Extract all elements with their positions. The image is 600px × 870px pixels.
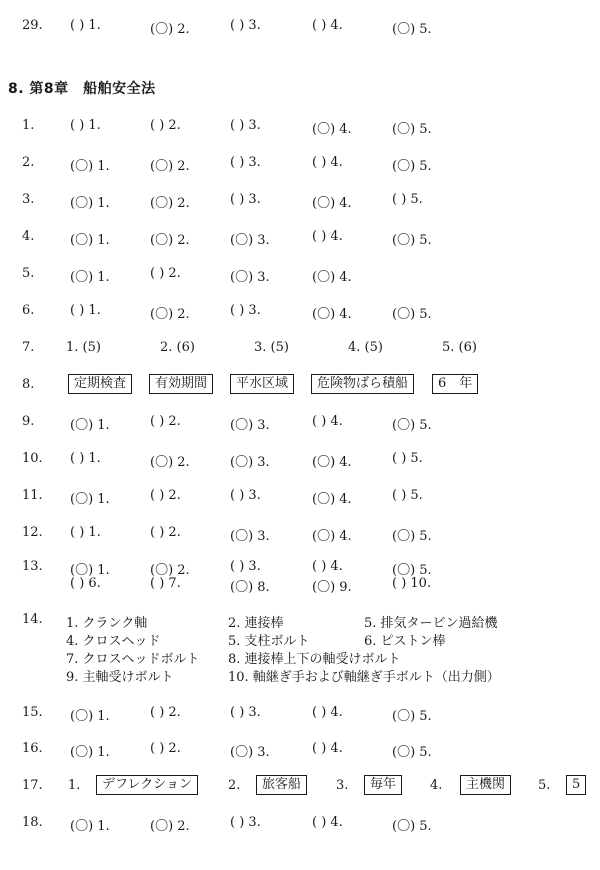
question-number: 10. xyxy=(22,451,43,466)
answer-choice: (〇) 1. xyxy=(70,709,110,724)
answer-choice: ( ) 3. xyxy=(230,18,261,33)
answer-choice: ( ) 3. xyxy=(230,303,261,318)
blank-label: 2. xyxy=(228,778,241,793)
answer-choice: (〇) 3. xyxy=(230,418,270,433)
answer-choice: ( ) 4. xyxy=(312,155,343,170)
part-name: 5. 排気タービン過給機 xyxy=(364,616,498,631)
answer-choice: (〇) 1. xyxy=(70,233,110,248)
blank-label: 4. xyxy=(430,778,443,793)
answer-choice: (〇) 4. xyxy=(312,492,352,507)
answer-choice: ( ) 2. xyxy=(150,741,181,756)
answer-choice: ( ) 4. xyxy=(312,18,343,33)
answer-choice: (〇) 4. xyxy=(312,270,352,285)
part-name: 8. 連接棒上下の軸受けボルト xyxy=(228,652,401,667)
answer-choice: (〇) 1. xyxy=(70,492,110,507)
answer-choice: (〇) 3. xyxy=(230,455,270,470)
answer-choice: ( ) 2. xyxy=(150,414,181,429)
answer-choice: 2. (6) xyxy=(160,340,195,355)
answer-choice: ( ) 2. xyxy=(150,266,181,281)
part-name: 7. クロスヘッドボルト xyxy=(66,652,200,667)
answer-choice: (〇) 9. xyxy=(312,580,352,595)
answer-choice: ( ) 3. xyxy=(230,118,261,133)
answer-choice: ( ) 1. xyxy=(70,18,101,33)
answer-choice: (〇) 4. xyxy=(312,455,352,470)
answer-choice: ( ) 2. xyxy=(150,488,181,503)
answer-choice: (〇) 5. xyxy=(392,307,432,322)
blank-label: 3. xyxy=(336,778,349,793)
boxed-answer: 5 xyxy=(566,775,586,795)
answer-choice: (〇) 1. xyxy=(70,418,110,433)
answer-choice: (〇) 5. xyxy=(392,122,432,137)
question-number: 29. xyxy=(22,18,43,33)
answer-choice: (〇) 5. xyxy=(392,819,432,834)
question-number: 13. xyxy=(22,559,43,574)
part-name: 2. 連接棒 xyxy=(228,616,284,631)
answer-choice: ( ) 2. xyxy=(150,118,181,133)
answer-choice: (〇) 4. xyxy=(312,122,352,137)
question-number: 12. xyxy=(22,525,43,540)
answer-choice: (〇) 5. xyxy=(392,709,432,724)
question-number: 18. xyxy=(22,815,43,830)
answer-choice: ( ) 2. xyxy=(150,705,181,720)
part-name: 10. 軸継ぎ手および軸継ぎ手ボルト（出力側） xyxy=(228,670,500,685)
answer-choice: (〇) 1. xyxy=(70,270,110,285)
answer-choice: (〇) 5. xyxy=(392,418,432,433)
answer-choice: (〇) 3. xyxy=(230,745,270,760)
part-name: 5. 支柱ボルト xyxy=(228,634,310,649)
boxed-answer: 主機関 xyxy=(460,775,511,795)
answer-choice: ( ) 4. xyxy=(312,559,343,574)
answer-choice: ( ) 7. xyxy=(150,576,181,591)
part-name: 9. 主軸受けボルト xyxy=(66,670,174,685)
answer-choice: (〇) 1. xyxy=(70,745,110,760)
answer-choice: ( ) 1. xyxy=(70,451,101,466)
question-number: 7. xyxy=(22,340,35,355)
answer-choice: ( ) 4. xyxy=(312,414,343,429)
answer-choice: ( ) 2. xyxy=(150,525,181,540)
answer-choice: ( ) 1. xyxy=(70,303,101,318)
question-number: 9. xyxy=(22,414,35,429)
answer-choice: (〇) 2. xyxy=(150,563,190,578)
answer-choice: ( ) 4. xyxy=(312,815,343,830)
answer-choice: ( ) 10. xyxy=(392,576,432,591)
answer-choice: (〇) 3. xyxy=(230,529,270,544)
answer-choice: ( ) 1. xyxy=(70,118,101,133)
answer-choice: (〇) 4. xyxy=(312,196,352,211)
answer-choice: (〇) 5. xyxy=(392,22,432,37)
answer-choice: ( ) 3. xyxy=(230,192,261,207)
question-number: 17. xyxy=(22,778,43,793)
section-heading: 8. 第8章 船舶安全法 xyxy=(8,81,156,97)
answer-choice: ( ) 1. xyxy=(70,525,101,540)
answer-choice: (〇) 5. xyxy=(392,233,432,248)
answer-choice: 5. (6) xyxy=(442,340,477,355)
answer-choice: ( ) 6. xyxy=(70,576,101,591)
part-name: 6. ピストン棒 xyxy=(364,634,446,649)
question-number: 16. xyxy=(22,741,43,756)
answer-choice: (〇) 1. xyxy=(70,196,110,211)
boxed-answer: 平水区域 xyxy=(230,374,294,394)
answer-choice: (〇) 4. xyxy=(312,529,352,544)
answer-choice: (〇) 1. xyxy=(70,563,110,578)
question-number: 11. xyxy=(22,488,43,503)
boxed-answer: 定期検査 xyxy=(68,374,132,394)
blank-label: 5. xyxy=(538,778,551,793)
answer-choice: (〇) 2. xyxy=(150,22,190,37)
answer-choice: (〇) 2. xyxy=(150,819,190,834)
question-number: 3. xyxy=(22,192,35,207)
boxed-answer: 毎年 xyxy=(364,775,402,795)
answer-choice: (〇) 3. xyxy=(230,270,270,285)
answer-choice: ( ) 3. xyxy=(230,155,261,170)
question-number: 14. xyxy=(22,612,43,627)
answer-choice: ( ) 3. xyxy=(230,705,261,720)
answer-choice: (〇) 4. xyxy=(312,307,352,322)
question-number: 15. xyxy=(22,705,43,720)
answer-choice: ( ) 4. xyxy=(312,705,343,720)
answer-choice: ( ) 5. xyxy=(392,488,423,503)
boxed-answer: 6 年 xyxy=(432,374,478,394)
question-number: 5. xyxy=(22,266,35,281)
answer-choice: (〇) 5. xyxy=(392,563,432,578)
answer-choice: ( ) 4. xyxy=(312,229,343,244)
question-number: 6. xyxy=(22,303,35,318)
boxed-answer: 有効期間 xyxy=(149,374,213,394)
boxed-answer: デフレクション xyxy=(96,775,198,795)
blank-label: 1. xyxy=(68,778,81,793)
answer-choice: 1. (5) xyxy=(66,340,101,355)
answer-choice: ( ) 4. xyxy=(312,741,343,756)
answer-choice: (〇) 2. xyxy=(150,159,190,174)
answer-choice: (〇) 2. xyxy=(150,307,190,322)
answer-choice: 3. (5) xyxy=(254,340,289,355)
boxed-answer: 旅客船 xyxy=(256,775,307,795)
answer-choice: (〇) 5. xyxy=(392,529,432,544)
answer-choice: (〇) 1. xyxy=(70,819,110,834)
question-number: 8. xyxy=(22,377,35,392)
question-number: 1. xyxy=(22,118,35,133)
question-number: 4. xyxy=(22,229,35,244)
question-number: 2. xyxy=(22,155,35,170)
answer-choice: ( ) 3. xyxy=(230,815,261,830)
answer-choice: 4. (5) xyxy=(348,340,383,355)
answer-choice: (〇) 3. xyxy=(230,233,270,248)
part-name: 1. クランク軸 xyxy=(66,616,148,631)
answer-choice: (〇) 1. xyxy=(70,159,110,174)
answer-choice: (〇) 2. xyxy=(150,196,190,211)
part-name: 4. クロスヘッド xyxy=(66,634,161,649)
boxed-answer: 危険物ばら積船 xyxy=(311,374,414,394)
answer-choice: (〇) 8. xyxy=(230,580,270,595)
answer-choice: ( ) 3. xyxy=(230,559,261,574)
answer-choice: (〇) 2. xyxy=(150,455,190,470)
answer-choice: (〇) 5. xyxy=(392,745,432,760)
answer-choice: (〇) 5. xyxy=(392,159,432,174)
answer-choice: ( ) 3. xyxy=(230,488,261,503)
answer-choice: (〇) 2. xyxy=(150,233,190,248)
answer-choice: ( ) 5. xyxy=(392,192,423,207)
answer-choice: ( ) 5. xyxy=(392,451,423,466)
